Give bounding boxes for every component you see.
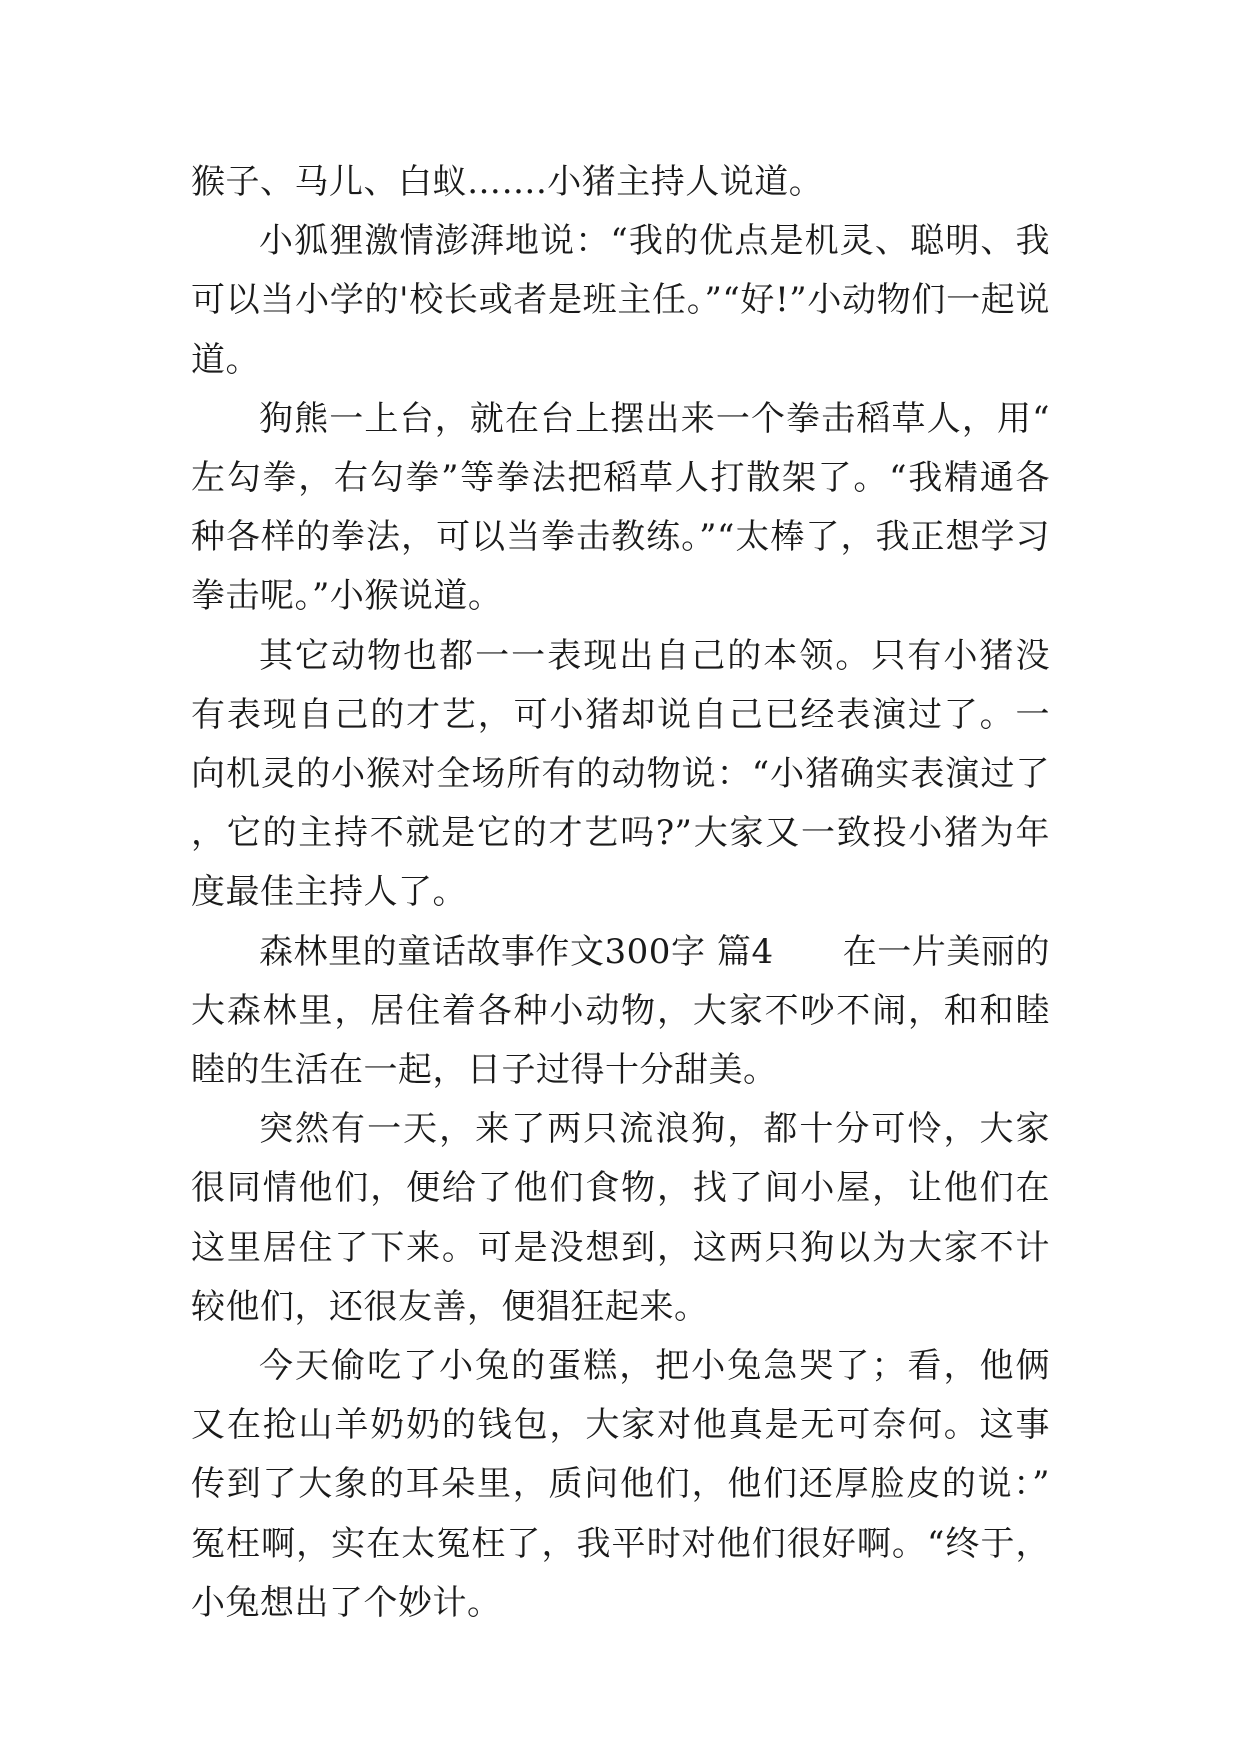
document-body <box>191 153 1050 1633</box>
paragraph-4: 其它动物也都一一表现出自己的本领。只有小猪没有表现自己的才艺，可小猪却说自己已经表演过了。一向机灵的小猴对全场所有的动物说：“小猪确实表演过了，它的主持不就是它的才艺吗?”大家又一致投小猪为年度最佳主持人了。 <box>191 635 1050 913</box>
paragraph-6: 突然有一天，来了两只流浪狗，都十分可怜，大家很同情他们，便给了他们食物，找了间小屋，让他们在这里居住了下来。可是没想到，这两只狗以为大家不计较他们，还很友善，便猖狂起来。 <box>191 1109 1050 1327</box>
paragraph-2: 小狐狸激情澎湃地说：“我的优点是机灵、聪明、我可以当小学的'校长或者是班主任。”“好!”小动物们一起说道。 <box>191 221 1050 380</box>
paragraph-1: 猴子、马儿、白蚁…….小猪主持人说道。 <box>191 162 824 202</box>
paragraph-7: 今天偷吃了小兔的蛋糕，把小兔急哭了；看，他俩又在抢山羊奶奶的钱包，大家对他真是无可奈何。这事传到了大象的耳朵里，质问他们，他们还厚脸皮的说：”冤枉啊，实在太冤枉了，我平时对他们很好啊。“终于，小兔想出了个妙计。 <box>191 1346 1050 1623</box>
paragraph-3: 狗熊一上台，就在台上摆出来一个拳击稻草人，用“左勾拳，右勾拳”等拳法把稻草人打散架了。“我精通各种各样的拳法，可以当拳击教练。”“太棒了，我正想学习拳击呢。”小猴说道。 <box>191 398 1050 617</box>
paragraph-5-section-heading: 森林里的童话故事作文300字 篇4 在一片美丽的大森林里，居住着各种小动物，大家不吵不闹，和和睦睦的生活在一起，日子过得十分甜美。 <box>191 931 1050 1091</box>
